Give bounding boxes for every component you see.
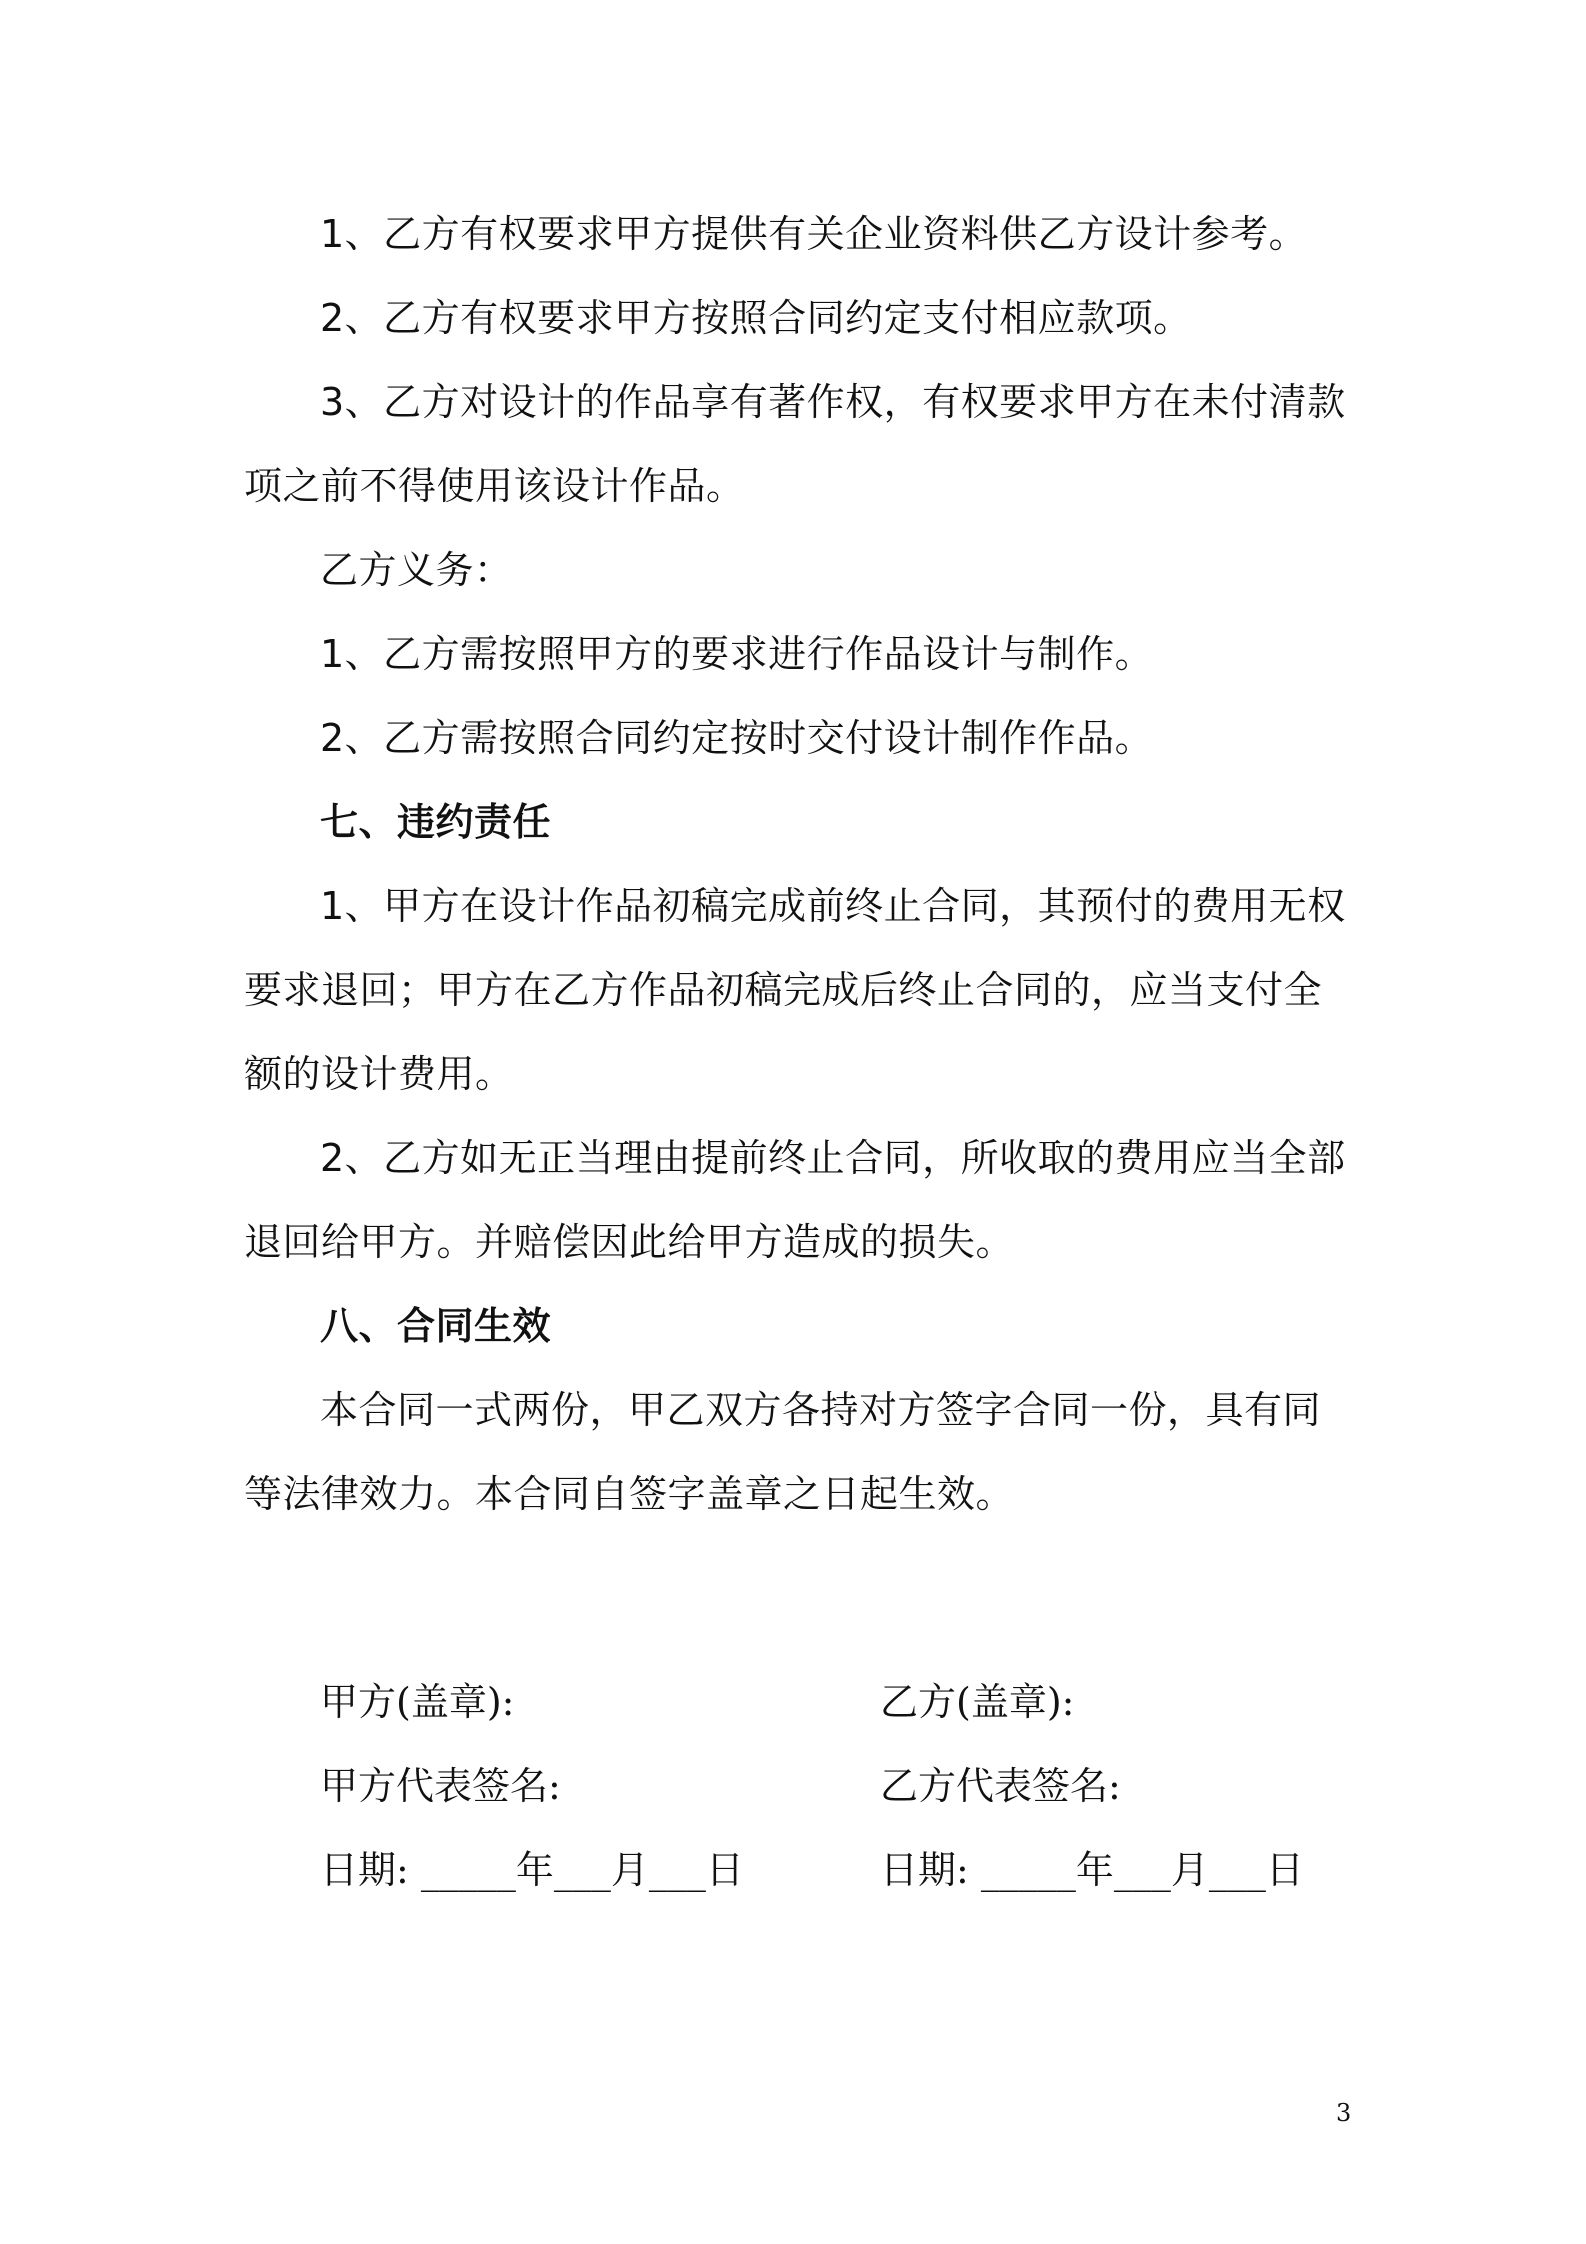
clause-breach-2: 2、乙方如无正当理由提前终止合同，所收取的费用应当全部退回给甲方。并赔偿因此给甲方造成的损失。 bbox=[244, 1136, 1346, 1264]
clause-effect: 本合同一式两份，甲乙双方各持对方签字合同一份，具有同等法律效力。本合同自签字盖章之日起生效。 bbox=[244, 1388, 1322, 1516]
clause-b-right-2: 2、乙方有权要求甲方按照合同约定支付相应款项。 bbox=[320, 296, 1192, 340]
signature-row-seal bbox=[320, 1660, 1420, 1744]
clause-breach-1: 1、甲方在设计作品初稿完成前终止合同，其预付的费用无权要求退回；甲方在乙方作品初稿完成后终止合同的，应当支付全额的设计费用。 bbox=[244, 884, 1346, 1096]
clause-b-obligation-2: 2、乙方需按照合同约定按时交付设计制作作品。 bbox=[320, 716, 1154, 760]
clause-b-right-3: 3、乙方对设计的作品享有著作权，有权要求甲方在未付清款项之前不得使用该设计作品。 bbox=[244, 380, 1346, 508]
page-number: 3 bbox=[1336, 2099, 1352, 2127]
signature-row-representative bbox=[320, 1744, 1420, 1828]
party-a-rep-label: 甲方代表签名: bbox=[320, 1764, 561, 1808]
signature-block bbox=[320, 1660, 1420, 1912]
party-b-date-label: 日期: _____年___月___日 bbox=[880, 1848, 1304, 1892]
party-a-seal-label: 甲方(盖章): bbox=[320, 1680, 515, 1724]
party-b-seal-label: 乙方(盖章): bbox=[880, 1680, 1075, 1724]
party-b-rep-label: 乙方代表签名: bbox=[880, 1764, 1121, 1808]
contract-body bbox=[244, 192, 1356, 1536]
clause-b-right-1: 1、乙方有权要求甲方提供有关企业资料供乙方设计参考。 bbox=[320, 212, 1308, 256]
section-heading-breach: 七、违约责任 bbox=[320, 800, 552, 844]
party-a-date-label: 日期: _____年___月___日 bbox=[320, 1848, 744, 1892]
party-b-obligations-label: 乙方义务： bbox=[320, 548, 513, 592]
section-heading-effect: 八、合同生效 bbox=[320, 1304, 552, 1348]
signature-row-date bbox=[320, 1828, 1420, 1912]
clause-b-obligation-1: 1、乙方需按照甲方的要求进行作品设计与制作。 bbox=[320, 632, 1154, 676]
